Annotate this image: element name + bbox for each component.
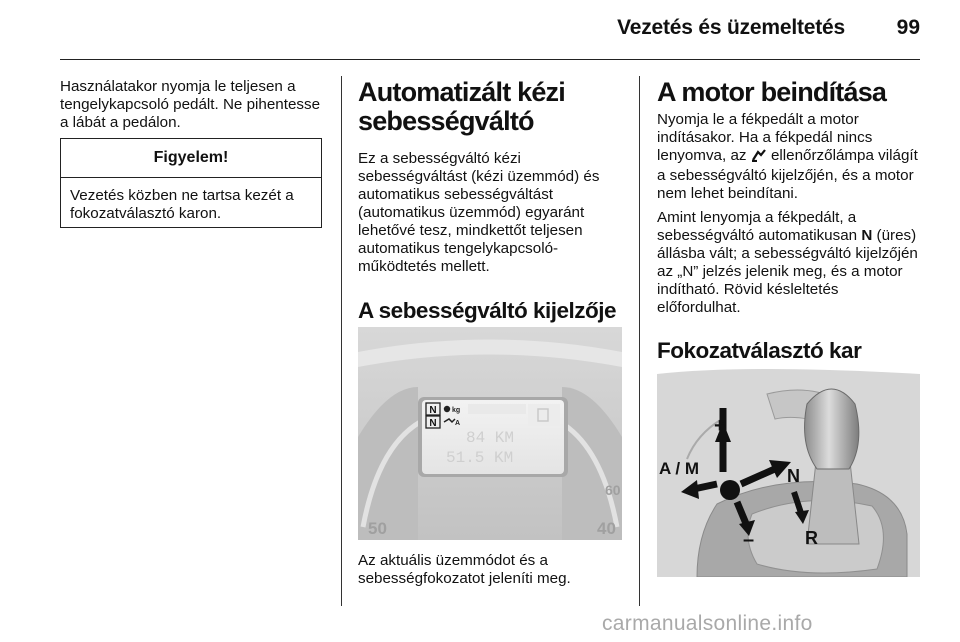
- start-text-2b: (üres) állásba vált; a sebességváltó kijelzőjén az „N” jelzés jelenik meg, és a motor indítható. Rövid késleltetés előfordulhat.: [657, 227, 918, 316]
- column-2: [358, 78, 622, 324]
- display-line-1: 84 KM: [466, 429, 515, 447]
- lever-center-point: [720, 480, 740, 500]
- foot-brake-icon: [751, 148, 767, 167]
- display-caption-wrap: [358, 552, 622, 588]
- page-header-title: Vezetés és üzemeltetés: [617, 16, 845, 39]
- column-1: [60, 78, 322, 132]
- section-heading-start: A motor beindítása: [657, 77, 887, 107]
- display-mode-kg: kg: [452, 407, 461, 414]
- display-gear-n-lower: N: [429, 418, 437, 429]
- label-minus: –: [743, 529, 755, 551]
- intro-paragraph: Használatakor nyomja le teljesen a tengelykapcsoló pedált. Ne pihentesse a lábát a pedálon.: [60, 78, 321, 131]
- column-divider-1: [341, 76, 342, 606]
- dial-number-40: 40: [597, 519, 616, 538]
- amt-description: Ez a sebességváltó kézi sebességváltást (kézi üzemmód) és automatikus sebességváltást (automatikus üzemmód) egyaránt lehetővé tesz, mindkettőt teljesen automatikus tengelykapcsoló-működtetés mellett.: [358, 150, 600, 275]
- page-number: 99: [896, 16, 920, 39]
- start-text-2a: Amint lenyomja a fékpedált, a sebességváltó automatikusan: [657, 209, 858, 244]
- warning-title: Figyelem!: [61, 139, 321, 178]
- gear-lever-illustration: [657, 364, 920, 577]
- start-text-1a: Nyomja le a fékpedált a motor indításakor. Ha a fékpedál nincs lenyomva, az: [657, 111, 873, 164]
- dial-number-60: 60: [605, 482, 621, 498]
- display-caption: Az aktuális üzemmódot és a sebességfokozatot jeleníti meg.: [358, 552, 571, 587]
- label-am: A / M: [659, 459, 699, 478]
- subheading-display: A sebességváltó kijelzője: [358, 298, 617, 323]
- gearbox-display-image: [358, 327, 622, 540]
- section-heading-amt: Automatizált kézi sebességváltó: [358, 77, 565, 136]
- start-paragraph-2: [657, 209, 921, 317]
- label-plus: +: [714, 415, 726, 437]
- watermark: carmanualsonline.info: [602, 612, 813, 635]
- header-divider: [60, 59, 920, 60]
- column-3: [657, 78, 921, 364]
- subheading-lever: Fokozatválasztó kar: [657, 338, 862, 363]
- column-divider-2: [639, 76, 640, 606]
- warning-box: [60, 138, 322, 228]
- start-text-1b: ellenőrzőlámpa világít a sebességváltó kijelzőjén, és a motor nem lehet beindítani.: [657, 147, 918, 202]
- display-gear-n: N: [429, 405, 437, 416]
- start-paragraph-1: [657, 111, 921, 203]
- start-text-2-bold: N: [861, 227, 873, 244]
- display-mode-a: A: [455, 420, 461, 427]
- display-line-2: 51.5 KM: [446, 449, 514, 467]
- warning-text: Vezetés közben ne tartsa kezét a fokozatválasztó karon.: [70, 187, 294, 222]
- label-r: R: [805, 528, 818, 548]
- snowflake-icon: [444, 406, 450, 412]
- label-n: N: [787, 466, 800, 486]
- dial-number-50: 50: [368, 519, 387, 538]
